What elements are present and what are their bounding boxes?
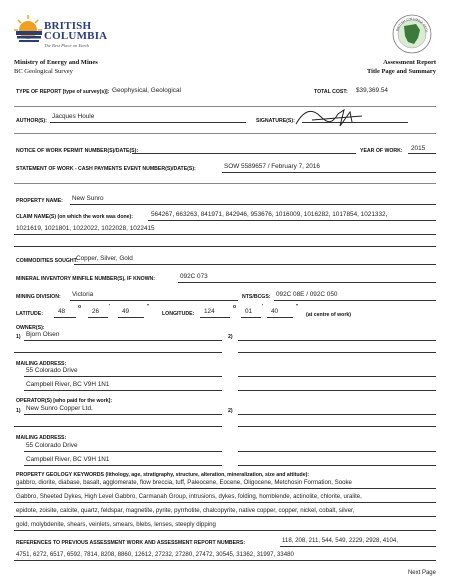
mail2-line-1: 55 Colorado Drive (26, 442, 78, 449)
author-label: AUTHOR(S): (16, 118, 47, 124)
operator-2-number: 2) (228, 408, 233, 414)
operator-1-value: New Sunro Copper Ltd. (26, 405, 93, 412)
keywords-rule-4 (14, 530, 436, 531)
claim-rule-2 (14, 234, 436, 235)
mail2-rule-1b (238, 451, 436, 452)
operator-1-number: 1) (16, 408, 21, 414)
longitude-label: LONGITUDE: (162, 311, 195, 317)
notice-label: NOTICE OF WORK PERMIT NUMBER(S)/DATE(S): (16, 148, 139, 154)
keywords-line-1: gabbro, diorite, diabase, basalt, agglomerate, flow breccia, tuff, Paleocene, Eocene, Oligocene, Metchosin Formation, Sooke (16, 479, 352, 486)
mail-rule-1b (238, 376, 436, 377)
statement-value: SOW 5589657 / February 7, 2016 (224, 163, 320, 170)
keywords-rule-2 (14, 502, 436, 503)
handwritten-signature-icon (292, 104, 372, 130)
seal-text: BRITISH COLUMBIA GEOL (395, 16, 429, 33)
signature-label: SIGNATURE(S): (256, 118, 295, 124)
mail2-rule-2 (24, 465, 222, 466)
owner-extra-rule (14, 352, 222, 353)
refs-rule-2 (14, 560, 436, 561)
owner-2-rule (238, 340, 436, 341)
lon-min-rule (241, 317, 261, 318)
division-value: Victoria (72, 291, 94, 298)
lat-seconds: 49 (122, 308, 130, 315)
cost-label: TOTAL COST: (314, 89, 348, 95)
lat-deg-rule (54, 317, 76, 318)
lat-degrees: 48 (58, 308, 66, 315)
operator-2-rule (238, 414, 436, 415)
owner-label: OWNER(S): (16, 325, 45, 331)
claim-value-2: 1021619, 1021801, 1022022, 1022028, 1022415 (16, 225, 155, 232)
keywords-line-3: epidote, zoisite, calcite, quartz, feldspar, magnetite, pyrite, pyrrhotite, chalcopyrite, native copper, copper, nickel, cobalt, silver, (16, 507, 355, 514)
operator-1-rule (24, 414, 222, 415)
type-label: TYPE OF REPORT [type of survey(s)]: (16, 89, 110, 95)
brand-tagline: The Best Place on Earth (44, 43, 89, 48)
keywords-line-4: gold, molybdenite, shears, veinlets, smears, blebs, lenses, steeply dipping (16, 521, 216, 528)
sun-logo-icon (14, 10, 44, 50)
owner-extra-rule (238, 352, 436, 353)
brand-line-1: BRITISH (44, 20, 92, 32)
claim-value-1: 564267, 663263, 841971, 842946, 953676, 1016009, 1016282, 1017854, 1021332, (151, 211, 388, 218)
mail-line-1: 55 Colorado Drive (26, 367, 78, 374)
statement-label: STATEMENT OF WORK - CASH PAYMENTS EVENT NUMBER(S)/DATE(S): (16, 166, 196, 172)
author-value: Jacques Houle (52, 113, 95, 120)
mail2-rule-1 (24, 451, 222, 452)
divider (14, 133, 436, 134)
owner-1-value: Bjorn Olsen (26, 331, 60, 338)
owner-1-rule (24, 340, 222, 341)
latitude-label: LATITUDE: (16, 311, 43, 317)
division-rule (70, 300, 238, 301)
nts-label: NTS/BCGS: (242, 294, 271, 300)
commodities-rule (74, 264, 436, 265)
nts-rule (274, 300, 436, 301)
year-label: YEAR OF WORK: (360, 148, 403, 154)
lon-deg-rule (200, 317, 230, 318)
lon-minutes: 01 (245, 308, 253, 315)
lon-sec-rule (267, 317, 293, 318)
year-value: 2015 (411, 145, 426, 152)
commodities-label: COMMODITIES SOUGHT: (16, 258, 78, 264)
author-rule (50, 122, 246, 123)
lat-minutes: 26 (92, 308, 100, 315)
operator-extra-rule (14, 426, 222, 427)
report-title: Assessment Report (383, 59, 436, 66)
bc-logo (14, 10, 124, 52)
year-rule (408, 153, 436, 154)
refs-line-1: 118, 208, 211, 544, 549, 2229, 2928, 4104, (282, 537, 398, 544)
property-label: PROPERTY NAME: (16, 198, 63, 204)
mail2-line-2: Campbell River, BC V9H 1N1 (26, 456, 110, 463)
division-label: MINING DIVISION: (16, 294, 61, 300)
divider (14, 183, 436, 184)
owner-2-number: 2) (228, 334, 233, 340)
refs-label: REFERENCES TO PREVIOUS ASSESSMENT WORK AND ASSESSMENT REPORT NUMBERS: (16, 540, 246, 546)
notice-rule (132, 153, 356, 154)
minfile-label: MINERAL INVENTORY MINFILE NUMBER(S), IF KNOWN: (16, 276, 156, 282)
mail-rule-2 (24, 390, 222, 391)
report-subtitle: Title Page and Summary (366, 68, 436, 75)
claim-rule-3 (14, 246, 436, 247)
survey-name: BC Geological Survey (14, 68, 73, 75)
degree-icon: o (233, 304, 237, 310)
mail2-rule-2b (238, 465, 436, 466)
property-rule (70, 204, 436, 205)
divider (14, 106, 436, 107)
commodities-value: Copper, Silver, Gold (76, 255, 133, 262)
refs-line-2: 4751, 6272, 6517, 6592, 7814, 8208, 8860, 12612, 27232, 27280, 27472, 30545, 31362, 31997, 33480 (16, 551, 294, 558)
property-value: New Sunro (72, 195, 104, 202)
owner-1-number: 1) (16, 334, 21, 340)
lat-min-rule (88, 317, 108, 318)
operator-extra-rule (238, 426, 436, 427)
claim-label: CLAIM NAME(S) (on which the work was done): (16, 214, 134, 220)
mail-rule-1 (24, 376, 222, 377)
keywords-rule-3 (14, 516, 436, 517)
second-icon: " (296, 304, 299, 310)
type-value: Geophysical, Geological (112, 87, 181, 94)
brand-line-2: COLUMBIA (44, 30, 108, 42)
lon-degrees: 124 (204, 308, 215, 315)
minute-icon: ' (109, 304, 111, 310)
cost-value: $39,369.54 (356, 87, 388, 94)
lat-sec-rule (118, 317, 144, 318)
next-page-link[interactable]: Next Page (407, 570, 436, 576)
keywords-label: PROPERTY GEOLOGY KEYWORDS (lithology, age, stratigraphy, structure, alteration, mineralization, size and attitude): (16, 472, 310, 478)
minute-icon: ' (262, 304, 264, 310)
operator-label: OPERATOR(S) [who paid for the work]: (16, 398, 113, 404)
mail-rule-2b (238, 390, 436, 391)
ministry-name: Ministry of Energy and Mines (14, 59, 98, 66)
statement-rule (222, 172, 436, 173)
minfile-rule (178, 282, 436, 283)
mailing-label: MAILING ADDRESS: (16, 361, 67, 367)
claim-rule-1 (148, 220, 436, 221)
degree-icon: o (78, 304, 82, 310)
keywords-rule-1 (14, 488, 436, 489)
nts-value: 092C 08E / 092C 050 (276, 291, 338, 298)
lon-seconds: 40 (271, 308, 279, 315)
centre-note: (at centre of work) (306, 312, 351, 318)
minfile-value: 092C 073 (180, 273, 208, 280)
geological-survey-seal-icon (392, 14, 432, 54)
second-icon: " (147, 304, 150, 310)
keywords-line-2: Gabbro, Sheeted Dykes, High Level Gabbro, Carmanah Group, intrusions, dykes, folding, hornblende, actinolite, chlorite, uralite, (16, 493, 362, 500)
mail-line-2: Campbell River, BC V9H 1N1 (26, 381, 110, 388)
refs-rule-1 (280, 546, 436, 547)
mailing-label-2: MAILING ADDRESS: (16, 435, 67, 441)
